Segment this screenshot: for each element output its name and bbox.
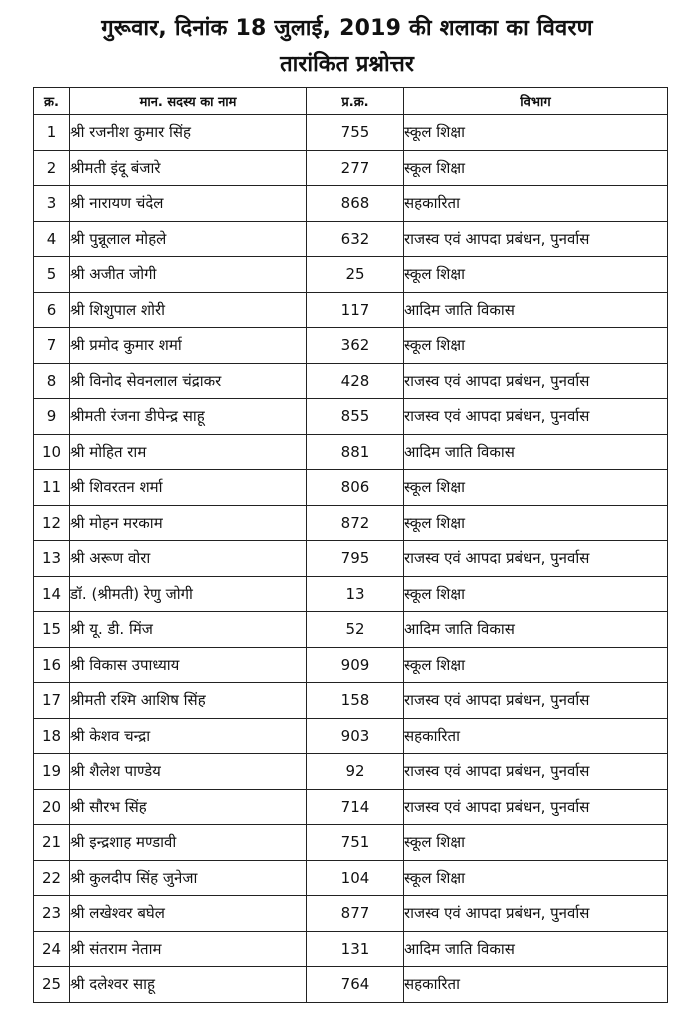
serial-cell: 18: [34, 718, 70, 754]
department-cell: स्कूल शिक्षा: [404, 860, 668, 896]
serial-cell: 19: [34, 754, 70, 790]
serial-cell: 11: [34, 470, 70, 506]
serial-cell: 9: [34, 399, 70, 435]
question-number-cell: 428: [307, 363, 404, 399]
department-cell: राजस्व एवं आपदा प्रबंधन, पुनर्वास: [404, 221, 668, 257]
department-cell: राजस्व एवं आपदा प्रबंधन, पुनर्वास: [404, 363, 668, 399]
serial-cell: 8: [34, 363, 70, 399]
member-name-cell: श्री केशव चन्द्रा: [70, 718, 307, 754]
member-name-cell: डॉ. (श्रीमती) रेणु जोगी: [70, 576, 307, 612]
department-cell: स्कूल शिक्षा: [404, 470, 668, 506]
question-number-cell: 751: [307, 825, 404, 861]
table-row: [34, 789, 668, 825]
question-number-cell: 277: [307, 150, 404, 186]
department-cell: सहकारिता: [404, 718, 668, 754]
member-name-cell: श्रीमती रंजना डीपेन्द्र साहू: [70, 399, 307, 435]
table-row: [34, 541, 668, 577]
table-row: [34, 257, 668, 293]
table-header: [34, 88, 668, 115]
department-cell: राजस्व एवं आपदा प्रबंधन, पुनर्वास: [404, 896, 668, 932]
question-number-cell: 903: [307, 718, 404, 754]
question-number-cell: 868: [307, 186, 404, 222]
table-row: [34, 896, 668, 932]
department-cell: राजस्व एवं आपदा प्रबंधन, पुनर्वास: [404, 683, 668, 719]
serial-cell: 12: [34, 505, 70, 541]
member-name-cell: श्रीमती इंदू बंजारे: [70, 150, 307, 186]
member-name-cell: श्री विकास उपाध्याय: [70, 647, 307, 683]
department-cell: राजस्व एवं आपदा प्रबंधन, पुनर्वास: [404, 399, 668, 435]
question-number-cell: 755: [307, 115, 404, 151]
table-row: [34, 292, 668, 328]
question-number-cell: 52: [307, 612, 404, 648]
member-name-cell: श्री मोहन मरकाम: [70, 505, 307, 541]
question-number-cell: 362: [307, 328, 404, 364]
question-number-cell: 158: [307, 683, 404, 719]
column-header-serial: क्र.: [34, 88, 70, 115]
serial-cell: 1: [34, 115, 70, 151]
member-name-cell: श्री शैलेश पाण्डेय: [70, 754, 307, 790]
department-cell: राजस्व एवं आपदा प्रबंधन, पुनर्वास: [404, 754, 668, 790]
question-number-cell: 714: [307, 789, 404, 825]
question-number-cell: 806: [307, 470, 404, 506]
page-subtitle: तारांकित प्रश्नोत्तर: [280, 52, 414, 77]
table-row: [34, 931, 668, 967]
serial-cell: 16: [34, 647, 70, 683]
question-number-cell: 881: [307, 434, 404, 470]
header-row: [34, 88, 668, 115]
department-cell: स्कूल शिक्षा: [404, 505, 668, 541]
serial-cell: 10: [34, 434, 70, 470]
department-cell: आदिम जाति विकास: [404, 931, 668, 967]
member-name-cell: श्रीमती रश्मि आशिष सिंह: [70, 683, 307, 719]
serial-cell: 21: [34, 825, 70, 861]
table-row: [34, 967, 668, 1003]
table-row: [34, 221, 668, 257]
department-cell: आदिम जाति विकास: [404, 434, 668, 470]
member-name-cell: श्री सौरभ सिंह: [70, 789, 307, 825]
column-header-department: विभाग: [404, 88, 668, 115]
question-number-cell: 92: [307, 754, 404, 790]
member-name-cell: श्री विनोद सेवनलाल चंद्राकर: [70, 363, 307, 399]
member-name-cell: श्री नारायण चंदेल: [70, 186, 307, 222]
question-number-cell: 117: [307, 292, 404, 328]
table-row: [34, 186, 668, 222]
question-number-cell: 909: [307, 647, 404, 683]
column-header-member-name: मान. सदस्य का नाम: [70, 88, 307, 115]
department-cell: स्कूल शिक्षा: [404, 150, 668, 186]
table-row: [34, 328, 668, 364]
question-number-cell: 632: [307, 221, 404, 257]
department-cell: राजस्व एवं आपदा प्रबंधन, पुनर्वास: [404, 789, 668, 825]
serial-cell: 14: [34, 576, 70, 612]
member-name-cell: श्री अजीत जोगी: [70, 257, 307, 293]
serial-cell: 6: [34, 292, 70, 328]
table-row: [34, 434, 668, 470]
table-row: [34, 399, 668, 435]
member-name-cell: श्री मोहित राम: [70, 434, 307, 470]
serial-cell: 15: [34, 612, 70, 648]
member-name-cell: श्री इन्द्रशाह मण्डावी: [70, 825, 307, 861]
serial-cell: 7: [34, 328, 70, 364]
serial-cell: 5: [34, 257, 70, 293]
table-row: [34, 470, 668, 506]
table-row: [34, 150, 668, 186]
table-row: [34, 754, 668, 790]
serial-cell: 20: [34, 789, 70, 825]
department-cell: स्कूल शिक्षा: [404, 825, 668, 861]
member-name-cell: श्री शिवरतन शर्मा: [70, 470, 307, 506]
page-title: गुरूवार, दिनांक 18 जुलाई, 2019 की शलाका का विवरण: [101, 16, 593, 41]
serial-cell: 24: [34, 931, 70, 967]
serial-cell: 2: [34, 150, 70, 186]
department-cell: सहकारिता: [404, 186, 668, 222]
department-cell: आदिम जाति विकास: [404, 612, 668, 648]
table-body: [34, 115, 668, 1003]
department-cell: स्कूल शिक्षा: [404, 115, 668, 151]
member-name-cell: श्री लखेश्वर बघेल: [70, 896, 307, 932]
member-name-cell: श्री दलेश्वर साहू: [70, 967, 307, 1003]
question-number-cell: 855: [307, 399, 404, 435]
serial-cell: 3: [34, 186, 70, 222]
table-row: [34, 576, 668, 612]
question-number-cell: 872: [307, 505, 404, 541]
question-number-cell: 104: [307, 860, 404, 896]
serial-cell: 17: [34, 683, 70, 719]
member-name-cell: श्री कुलदीप सिंह जुनेजा: [70, 860, 307, 896]
member-name-cell: श्री यू. डी. मिंज: [70, 612, 307, 648]
question-number-cell: 877: [307, 896, 404, 932]
serial-cell: 22: [34, 860, 70, 896]
member-name-cell: श्री शिशुपाल शोरी: [70, 292, 307, 328]
table-row: [34, 363, 668, 399]
table-row: [34, 718, 668, 754]
question-number-cell: 795: [307, 541, 404, 577]
member-name-cell: श्री अरूण वोरा: [70, 541, 307, 577]
table-row: [34, 860, 668, 896]
question-number-cell: 13: [307, 576, 404, 612]
table-row: [34, 647, 668, 683]
department-cell: सहकारिता: [404, 967, 668, 1003]
table-row: [34, 683, 668, 719]
member-name-cell: श्री रजनीश कुमार सिंह: [70, 115, 307, 151]
question-number-cell: 764: [307, 967, 404, 1003]
table-row: [34, 115, 668, 151]
member-name-cell: श्री प्रमोद कुमार शर्मा: [70, 328, 307, 364]
department-cell: स्कूल शिक्षा: [404, 328, 668, 364]
members-table: [33, 87, 668, 1003]
department-cell: आदिम जाति विकास: [404, 292, 668, 328]
department-cell: स्कूल शिक्षा: [404, 647, 668, 683]
department-cell: स्कूल शिक्षा: [404, 576, 668, 612]
serial-cell: 13: [34, 541, 70, 577]
question-number-cell: 131: [307, 931, 404, 967]
table-row: [34, 612, 668, 648]
table-row: [34, 505, 668, 541]
department-cell: राजस्व एवं आपदा प्रबंधन, पुनर्वास: [404, 541, 668, 577]
serial-cell: 25: [34, 967, 70, 1003]
member-name-cell: श्री पुन्नूलाल मोहले: [70, 221, 307, 257]
column-header-question-number: प्र.क्र.: [307, 88, 404, 115]
question-number-cell: 25: [307, 257, 404, 293]
serial-cell: 4: [34, 221, 70, 257]
department-cell: स्कूल शिक्षा: [404, 257, 668, 293]
member-name-cell: श्री संतराम नेताम: [70, 931, 307, 967]
serial-cell: 23: [34, 896, 70, 932]
table-row: [34, 825, 668, 861]
